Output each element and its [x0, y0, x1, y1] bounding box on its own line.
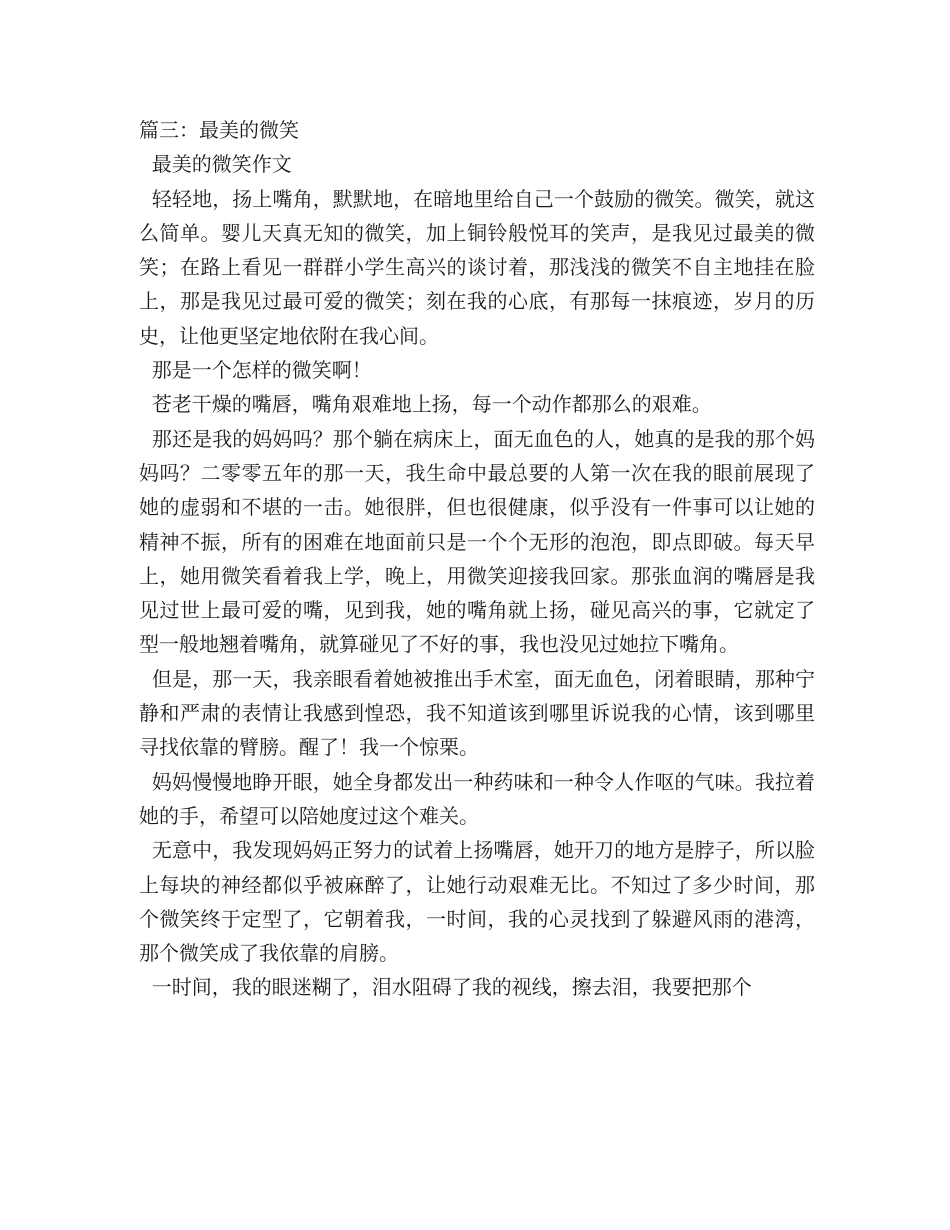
paragraph-3: 苍老干燥的嘴唇，嘴角艰难地上扬，每一个动作都那么的艰难。: [139, 392, 712, 417]
paragraph-4: 那还是我的妈妈吗？那个躺在病床上，面无血色的人，她真的是我的那个妈妈吗？二零零五年的那一天，我生命中最总要的人第一次在我的眼前展现了她的虚弱和不堪的一击。她很胖，但也很健康，似乎没有一件事可以让她的精神不振，所有的困难在地面前只是一个个无形的泡泡，即点即破。每天早上，她用微笑看着我上学，晚上，用微笑迎接我回家。那张血润的嘴唇是我见过世上最可爱的嘴，见到我，她的嘴角就上扬，碰见高兴的事，它就定了型一般地翘着嘴角，就算碰见了不好的事，我也没见过她拉下嘴角。: [139, 426, 816, 657]
document-subheading: 最美的微笑作文: [139, 152, 292, 177]
document-body: [139, 113, 815, 1005]
paragraph-8: 一时间，我的眼迷糊了，泪水阻碍了我的视线，擦去泪，我要把那个: [139, 975, 752, 1000]
paragraph-5: 但是，那一天，我亲眼看着她被推出手术室，面无血色，闭着眼睛，那种宁静和严肃的表情让我感到惶恐，我不知道该到哪里诉说我的心情，该到哪里寻找依靠的臂膀。醒了！我一个惊栗。: [139, 666, 816, 760]
paragraph-1: 轻轻地，扬上嘴角，默默地，在暗地里给自己一个鼓励的微笑。微笑，就这么简单。婴儿天真无知的微笑，加上铜铃般悦耳的笑声，是我见过最美的微笑；在路上看见一群群小学生高兴的谈讨着，那浅浅的微笑不自主地挂在脸上，那是我见过最可爱的微笑；刻在我的心底，有那每一抹痕迹，岁月的历史，让他更坚定地依附在我心间。: [139, 186, 816, 348]
paragraph-2: 那是一个怎样的微笑啊！: [139, 358, 372, 383]
paragraph-7: 无意中，我发现妈妈正努力的试着上扬嘴唇，她开刀的地方是脖子，所以脸上每块的神经都似乎被麻醉了，让她行动艰难无比。不知过了多少时间，那个微笑终于定型了，它朝着我，一时间，我的心灵找到了躲避风雨的港湾，那个微笑成了我依靠的肩膀。: [139, 838, 816, 966]
paragraph-6: 妈妈慢慢地睁开眼，她全身都发出一种药味和一种令人作呕的气味。我拉着她的手，希望可以陪她度过这个难关。: [139, 769, 816, 828]
document-heading: 篇三：最美的微笑: [139, 118, 299, 142]
